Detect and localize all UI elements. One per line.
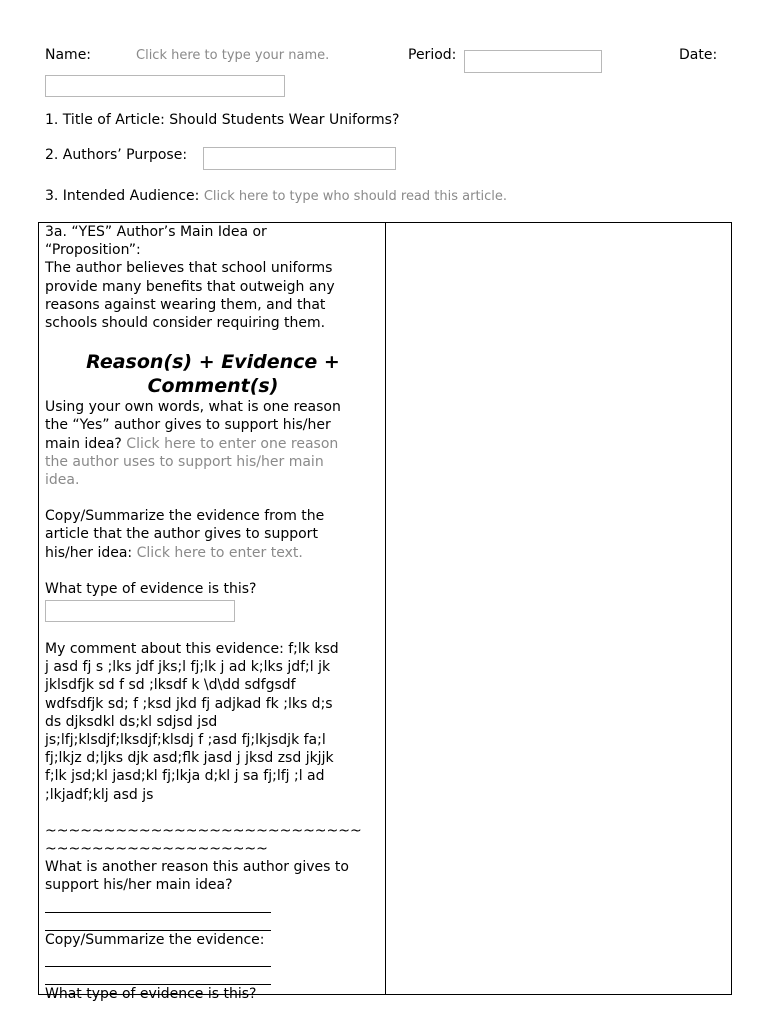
main-idea-line: reasons against wearing them, and that — [45, 296, 326, 313]
date-field[interactable] — [45, 75, 285, 97]
evidence-placeholder[interactable]: Click here to enter text. — [136, 544, 303, 561]
q2-label: 2. Authors’ Purpose: — [45, 147, 188, 163]
main-idea-label-cont: “Proposition”: — [45, 242, 141, 259]
period-label: Period: — [408, 47, 457, 63]
comment-line[interactable]: f;lk jsd;kl jasd;kl fj;lkja d;kl j sa fj;lfj ;l ad — [45, 768, 325, 785]
comment-line[interactable]: j asd fj s ;lks jdf jks;l fj;lk j ad k;lks jdf;l jk — [45, 659, 331, 676]
evidence-type-prompt-2: What type of evidence is this? — [45, 985, 257, 1002]
right-column[interactable] — [386, 223, 731, 994]
answer-line[interactable] — [45, 895, 271, 913]
another-reason-prompt: What is another reason this author gives to — [45, 859, 349, 876]
comment-line[interactable]: jklsdfjk sd f sd ;lksdf k \d\dd sdfgsdf — [45, 677, 296, 694]
name-label: Name: — [45, 47, 92, 63]
main-idea-line: provide many benefits that outweigh any — [45, 278, 335, 295]
spacer — [45, 489, 381, 507]
date-label: Date: — [679, 47, 718, 63]
spacer — [45, 562, 381, 580]
q3-row — [45, 188, 507, 204]
reason-placeholder-cont[interactable]: the author uses to support his/her main — [45, 453, 324, 470]
reason-prompt-line — [45, 435, 381, 453]
copy-evidence-prompt: Copy/Summarize the evidence: — [45, 931, 265, 948]
another-reason-prompt: support his/her main idea? — [45, 877, 233, 894]
answer-line[interactable] — [45, 967, 271, 985]
evidence-type-prompt: What type of evidence is this? — [45, 580, 257, 597]
q1-row — [45, 112, 399, 128]
name-placeholder[interactable]: Click here to type your name. — [136, 48, 330, 63]
spacer — [45, 622, 381, 640]
evidence-prompt-text: his/her idea: — [45, 544, 133, 561]
q3-label: 3. Intended Audience: — [45, 188, 200, 204]
organizer-table — [38, 222, 732, 1002]
evidence-type-field[interactable] — [45, 600, 235, 622]
reason-prompt-text: main idea? — [45, 435, 122, 452]
answer-line[interactable] — [45, 913, 271, 931]
main-idea-line: schools should consider requiring them. — [45, 315, 326, 332]
evidence-prompt-line — [45, 544, 381, 562]
comment-line[interactable]: wdfsdfjk sd; f ;ksd jkd fj adjkad fk ;lks d;s — [45, 695, 333, 712]
comment-line[interactable]: fj;lkjz d;ljks djk asd;flk jasd j jksd zsd jkjjk — [45, 750, 334, 767]
reason-prompt-line: Using your own words, what is one reason — [45, 399, 341, 416]
article-title: Should Students Wear Uniforms? — [169, 112, 400, 128]
section-heading: Reason(s) + Evidence + — [86, 351, 340, 374]
answer-line[interactable] — [45, 949, 271, 967]
comment-line[interactable]: ;lkjadf;klj asd js — [45, 786, 154, 803]
tilde-separator: ~~~~~~~~~~~~~~~~~~~~~~~~~~~ — [45, 822, 362, 839]
comment-line[interactable]: ds djksdkl ds;kl sdjsd jsd — [45, 713, 218, 730]
main-idea-label: 3a. “YES” Author’s Main Idea or — [45, 224, 267, 240]
tilde-separator: ~~~~~~~~~~~~~~~~~~~ — [45, 841, 268, 858]
section-heading-cont: Comment(s) — [147, 375, 279, 398]
authors-purpose-field[interactable] — [203, 147, 396, 170]
q1-label: 1. Title of Article: — [45, 112, 165, 128]
audience-placeholder[interactable]: Click here to type who should read this article. — [203, 189, 508, 204]
comment-line[interactable]: My comment about this evidence: f;lk ksd — [45, 641, 339, 658]
evidence-prompt-line: article that the author gives to support — [45, 526, 318, 543]
left-column — [45, 223, 381, 1003]
comment-line[interactable]: js;lfj;klsdjf;lksdjf;klsdj f ;asd fj;lkjsdjk fa;l — [45, 732, 326, 749]
evidence-prompt-line: Copy/Summarize the evidence from the — [45, 508, 325, 525]
reason-prompt-line: the “Yes” author gives to support his/her — [45, 417, 331, 434]
reason-placeholder[interactable]: Click here to enter one reason — [126, 435, 339, 452]
spacer — [45, 804, 381, 822]
period-field[interactable] — [464, 50, 602, 73]
main-idea-line: The author believes that school uniforms — [45, 260, 333, 277]
reason-placeholder-cont[interactable]: idea. — [45, 472, 80, 489]
